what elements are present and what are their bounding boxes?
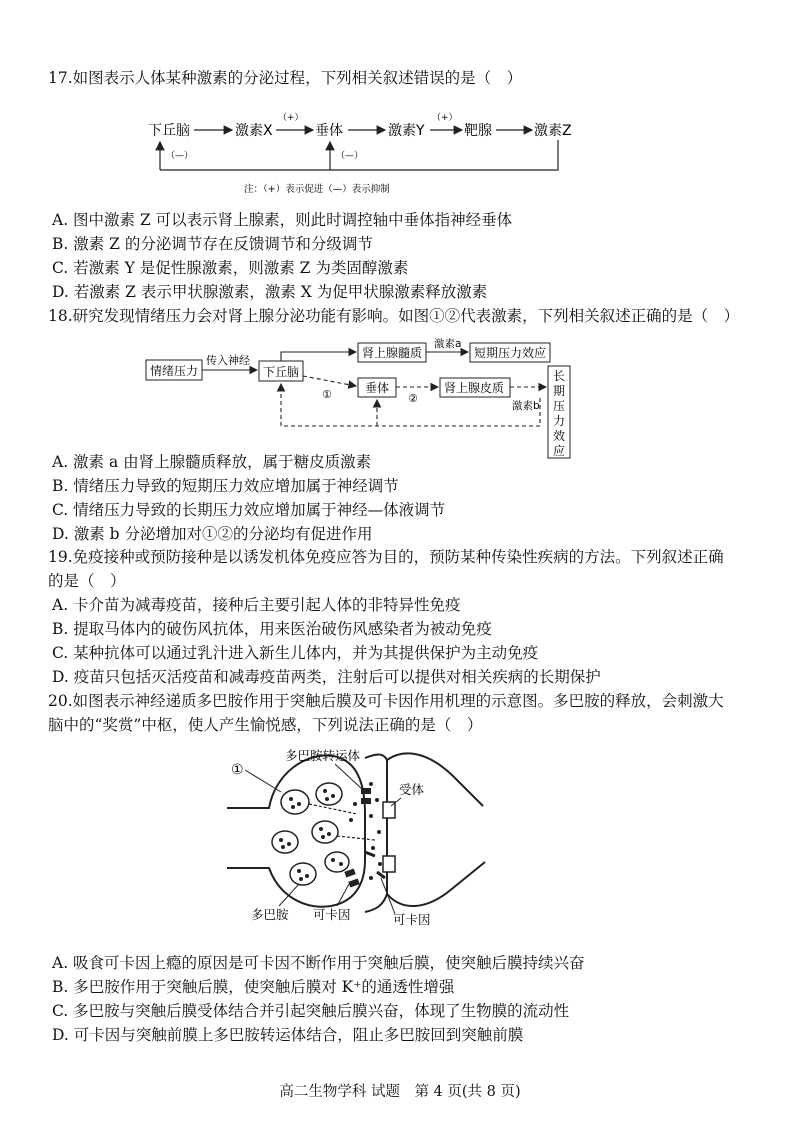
- q18-hormone-a: 激素a: [434, 338, 462, 350]
- q20-vesicle-1: [281, 790, 309, 814]
- q18-dashed-1: [303, 376, 356, 386]
- q17-pituitary: 垂体: [315, 123, 343, 139]
- q20-dopamine-label: 多巴胺: [251, 907, 289, 922]
- q17-hormone-z: 激素Z: [534, 123, 572, 139]
- q17-diagram: [140, 108, 600, 200]
- q17-minus-1: （—）: [166, 151, 194, 161]
- q20-option-d: D. 可卡因与突触前膜上多巴胺转运体结合，阻止多巴胺回到突触前膜: [52, 1026, 524, 1044]
- q20-cocaine-mark-2: [377, 872, 385, 878]
- q18-stem: 18.研究发现情绪压力会对肾上腺分泌功能有影响。如图①②代表激素，下列相关叙述正确的是（ ）: [48, 307, 740, 325]
- q20-release-arrow-2: [337, 836, 375, 840]
- q17-hormone-y: 激素Y: [388, 123, 425, 139]
- q17-hormone-x: 激素X: [235, 123, 273, 139]
- q18-long-term-5: 效: [553, 429, 566, 443]
- q20-option-b: B. 多巴胺作用于突触后膜，使突触后膜对 K⁺的通透性增强: [52, 978, 455, 996]
- q20-vesicle-2: [316, 783, 342, 805]
- q20-receptor-2: [383, 856, 395, 872]
- q18-long-term-4: 力: [553, 414, 566, 428]
- q18-long-term-3: 压: [553, 399, 566, 413]
- q17-stem: 17.如图表示人体某种激素的分泌过程，下列相关叙述错误的是（ ）: [48, 69, 523, 87]
- q18-medulla: 肾上腺髓质: [362, 346, 423, 360]
- q20-stem: 20.如图表示神经递质多巴胺作用于突触后膜及可卡因作用机理的示意图。多巴胺的释放，会刺激大: [48, 692, 724, 710]
- q19-option-c: C. 某种抗体可以通过乳汁进入新生儿体内，并为其提供保护为主动免疫: [52, 644, 539, 662]
- q17-minus-2: （—）: [336, 151, 364, 161]
- q18-nerve-line: [281, 352, 356, 361]
- q18-circle-2: ②: [408, 392, 418, 405]
- q18-option-c: C. 情绪压力导致的长期压力效应增加属于神经—体液调节: [52, 501, 446, 519]
- q19-stem: 19.免疫接种或预防接种是以诱发机体免疫应答为目的，预防某种传染性疾病的方法。下列叙述正确: [48, 548, 724, 566]
- q20-transporter-3: [344, 868, 355, 877]
- q20-circle-1-leader: [245, 770, 281, 792]
- q20-transporter-2: [361, 798, 371, 804]
- q20-circle-1: ①: [231, 762, 244, 778]
- q17-note: 注：（+）表示促进（—）表示抑制: [244, 184, 390, 195]
- q20-option-a: A. 吸食可卡因上瘾的原因是可卡因不断作用于突触后膜，使突触后膜持续兴奋: [52, 954, 585, 972]
- q20-postsynaptic-neuron: [387, 753, 485, 906]
- q20-vesicle-3: [272, 831, 298, 853]
- q20-dopamine-leader: [279, 884, 299, 906]
- q18-short-term: 短期压力效应: [474, 346, 547, 360]
- q18-diagram: [140, 334, 580, 460]
- q17-plus-2: （+）: [432, 113, 458, 123]
- q18-cortex: 肾上腺皮质: [444, 381, 505, 395]
- q17-target-gland: 靶腺: [464, 123, 492, 139]
- q20-vesicle-6: [325, 852, 349, 872]
- q18-option-a: A. 激素 a 由肾上腺髓质释放，属于糖皮质激素: [52, 453, 372, 471]
- q20-stem-cont: 脑中的“奖赏”中枢，使人产生愉悦感，下列说法正确的是（ ）: [48, 716, 483, 734]
- q20-vesicle-4: [312, 821, 338, 843]
- q20-postsynaptic-membrane: [365, 755, 387, 913]
- q19-option-a: A. 卡介苗为减毒疫苗，接种后主要引起人体的非特异性免疫: [52, 596, 461, 614]
- q17-option-d: D. 若激素 Z 表示甲状腺激素，激素 X 为促甲状腺激素释放激素: [52, 283, 488, 301]
- q18-hormone-b: 激素b: [512, 400, 540, 412]
- q17-option-b: B. 激素 Z 的分泌调节存在反馈调节和分级调节: [52, 235, 373, 253]
- q20-vesicle-5: [290, 863, 316, 885]
- q18-hypothalamus: 下丘脑: [263, 365, 300, 379]
- q17-hypothalamus: 下丘脑: [148, 123, 190, 139]
- q18-option-b: B. 情绪压力导致的短期压力效应增加属于神经调节: [52, 477, 399, 495]
- q20-transporter-4: [348, 878, 359, 887]
- q17-option-c: C. 若激素 Y 是促性腺激素，则激素 Z 为类固醇激素: [52, 259, 409, 277]
- q18-emotion: 情绪压力: [150, 364, 199, 378]
- q20-option-c: C. 多巴胺与突触后膜受体结合并引起突触后膜兴奋，体现了生物膜的流动性: [52, 1002, 570, 1020]
- q19-stem-cont: 的是（ ）: [48, 572, 126, 590]
- q18-long-term-1: 长: [553, 369, 566, 383]
- q20-transporter-label: 多巴胺转运体: [285, 748, 361, 763]
- q19-option-b: B. 提取马体内的破伤风抗体，用来医治破伤风感染者为被动免疫: [52, 620, 492, 638]
- q20-vesicles: [272, 783, 349, 885]
- q20-release-arrow-1: [309, 804, 357, 814]
- q20-cocaine-mark-1: [365, 852, 375, 856]
- q17-option-a: A. 图中激素 Z 可以表示肾上腺素，则此时调控轴中垂体指神经垂体: [52, 211, 513, 229]
- q18-pituitary: 垂体: [365, 381, 390, 395]
- q18-long-term-2: 期: [553, 384, 566, 398]
- q18-long-term-6: 应: [553, 444, 566, 458]
- q18-circle-1: ①: [322, 388, 332, 401]
- q20-receptor-label: 受体: [399, 782, 425, 797]
- q18-afferent: 传入神经: [206, 354, 250, 367]
- q20-cocaine-label-2: 可卡因: [393, 912, 431, 927]
- q20-synapse-diagram: [225, 744, 515, 934]
- q20-cocaine-label-1: 可卡因: [313, 907, 351, 922]
- q17-plus-1: （+）: [278, 113, 304, 123]
- q19-option-d: D. 疫苗只包括灭活疫苗和减毒疫苗两类，注射后可以提供对相关疾病的长期保护: [52, 668, 601, 686]
- q18-option-d: D. 激素 b 分泌增加对①②的分泌均有促进作用: [52, 525, 373, 543]
- page-footer: 高二生物学科 试题 第 4 页(共 8 页): [279, 1084, 521, 1100]
